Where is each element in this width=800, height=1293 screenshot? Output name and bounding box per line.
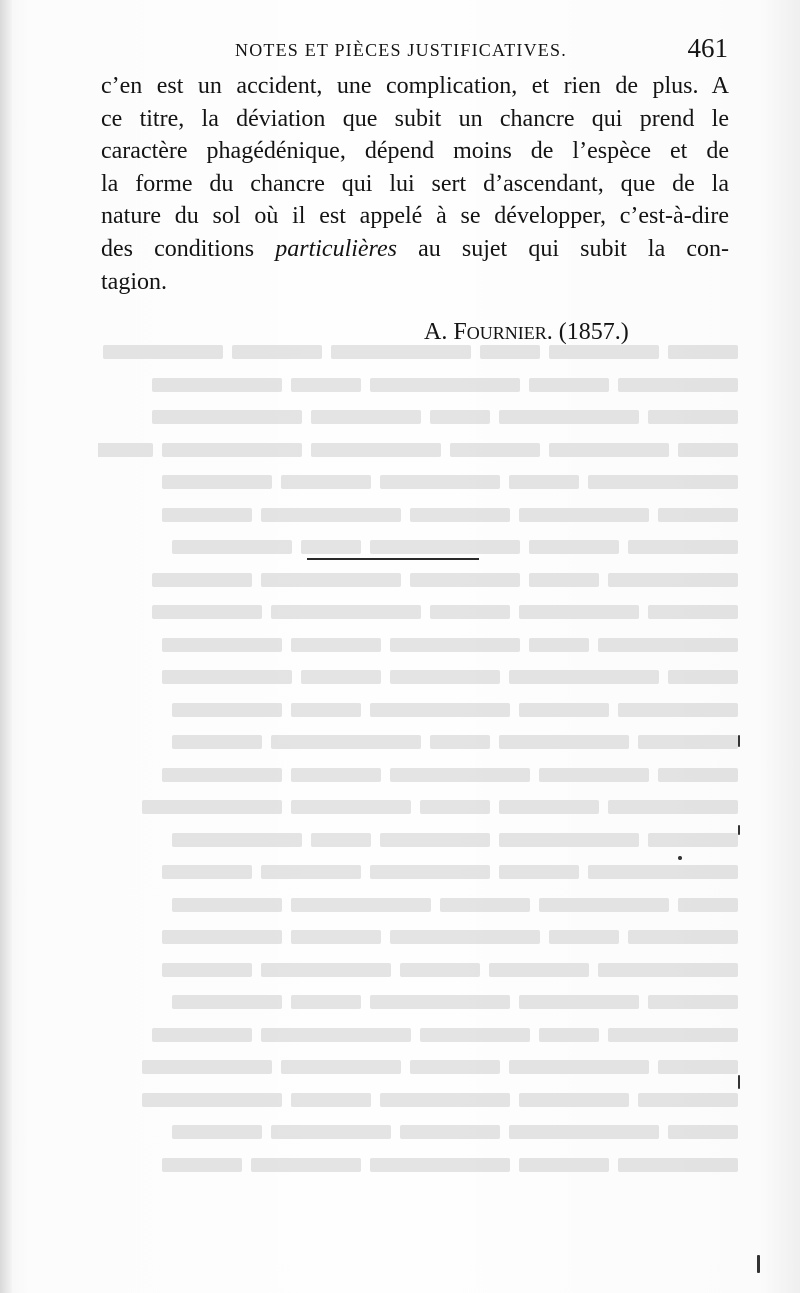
author-signature	[424, 319, 629, 346]
running-head	[100, 30, 730, 70]
body-text	[101, 70, 729, 298]
page-edge-shadow	[0, 0, 12, 1293]
text-line-5: nature du sol où il est appelé à se développer, c’est-à-dire	[101, 203, 729, 230]
page-number: 461	[687, 33, 728, 63]
text-line-3: caractère phagédénique, dépend moins de l’espèce et de	[101, 138, 729, 165]
text-line-2: ce titre, la déviation que subit un chancre qui prend le	[101, 105, 729, 132]
bleed-through-text	[98, 335, 738, 1235]
text-line-6-start: des conditions	[101, 235, 255, 262]
text-line-1: c’en est un accident, une complication, et rien de plus. A	[101, 73, 729, 99]
text-line-6	[101, 233, 729, 266]
running-title: NOTES ET PIÈCES JUSTIFICATIVES.	[235, 40, 567, 60]
ink-speck	[678, 856, 682, 860]
ink-speck	[757, 1255, 760, 1273]
text-line-6-end: au sujet qui subit la con-	[418, 235, 729, 262]
signature-surname-first: F	[453, 319, 467, 345]
signature-date: . (1857.)	[546, 319, 629, 345]
signature-initial: A.	[424, 319, 448, 345]
signature-surname-rest: OURNIER	[466, 323, 547, 343]
text-line-7: tagion.	[101, 268, 167, 295]
text-line-4: la forme du chancre qui lui sert d’ascendant, que de la	[101, 170, 729, 197]
emphasis-particulieres: particulières	[275, 235, 397, 262]
ink-speck	[738, 1075, 740, 1089]
ink-speck	[738, 825, 740, 835]
section-divider-rule	[307, 558, 479, 560]
ink-speck	[738, 735, 740, 747]
